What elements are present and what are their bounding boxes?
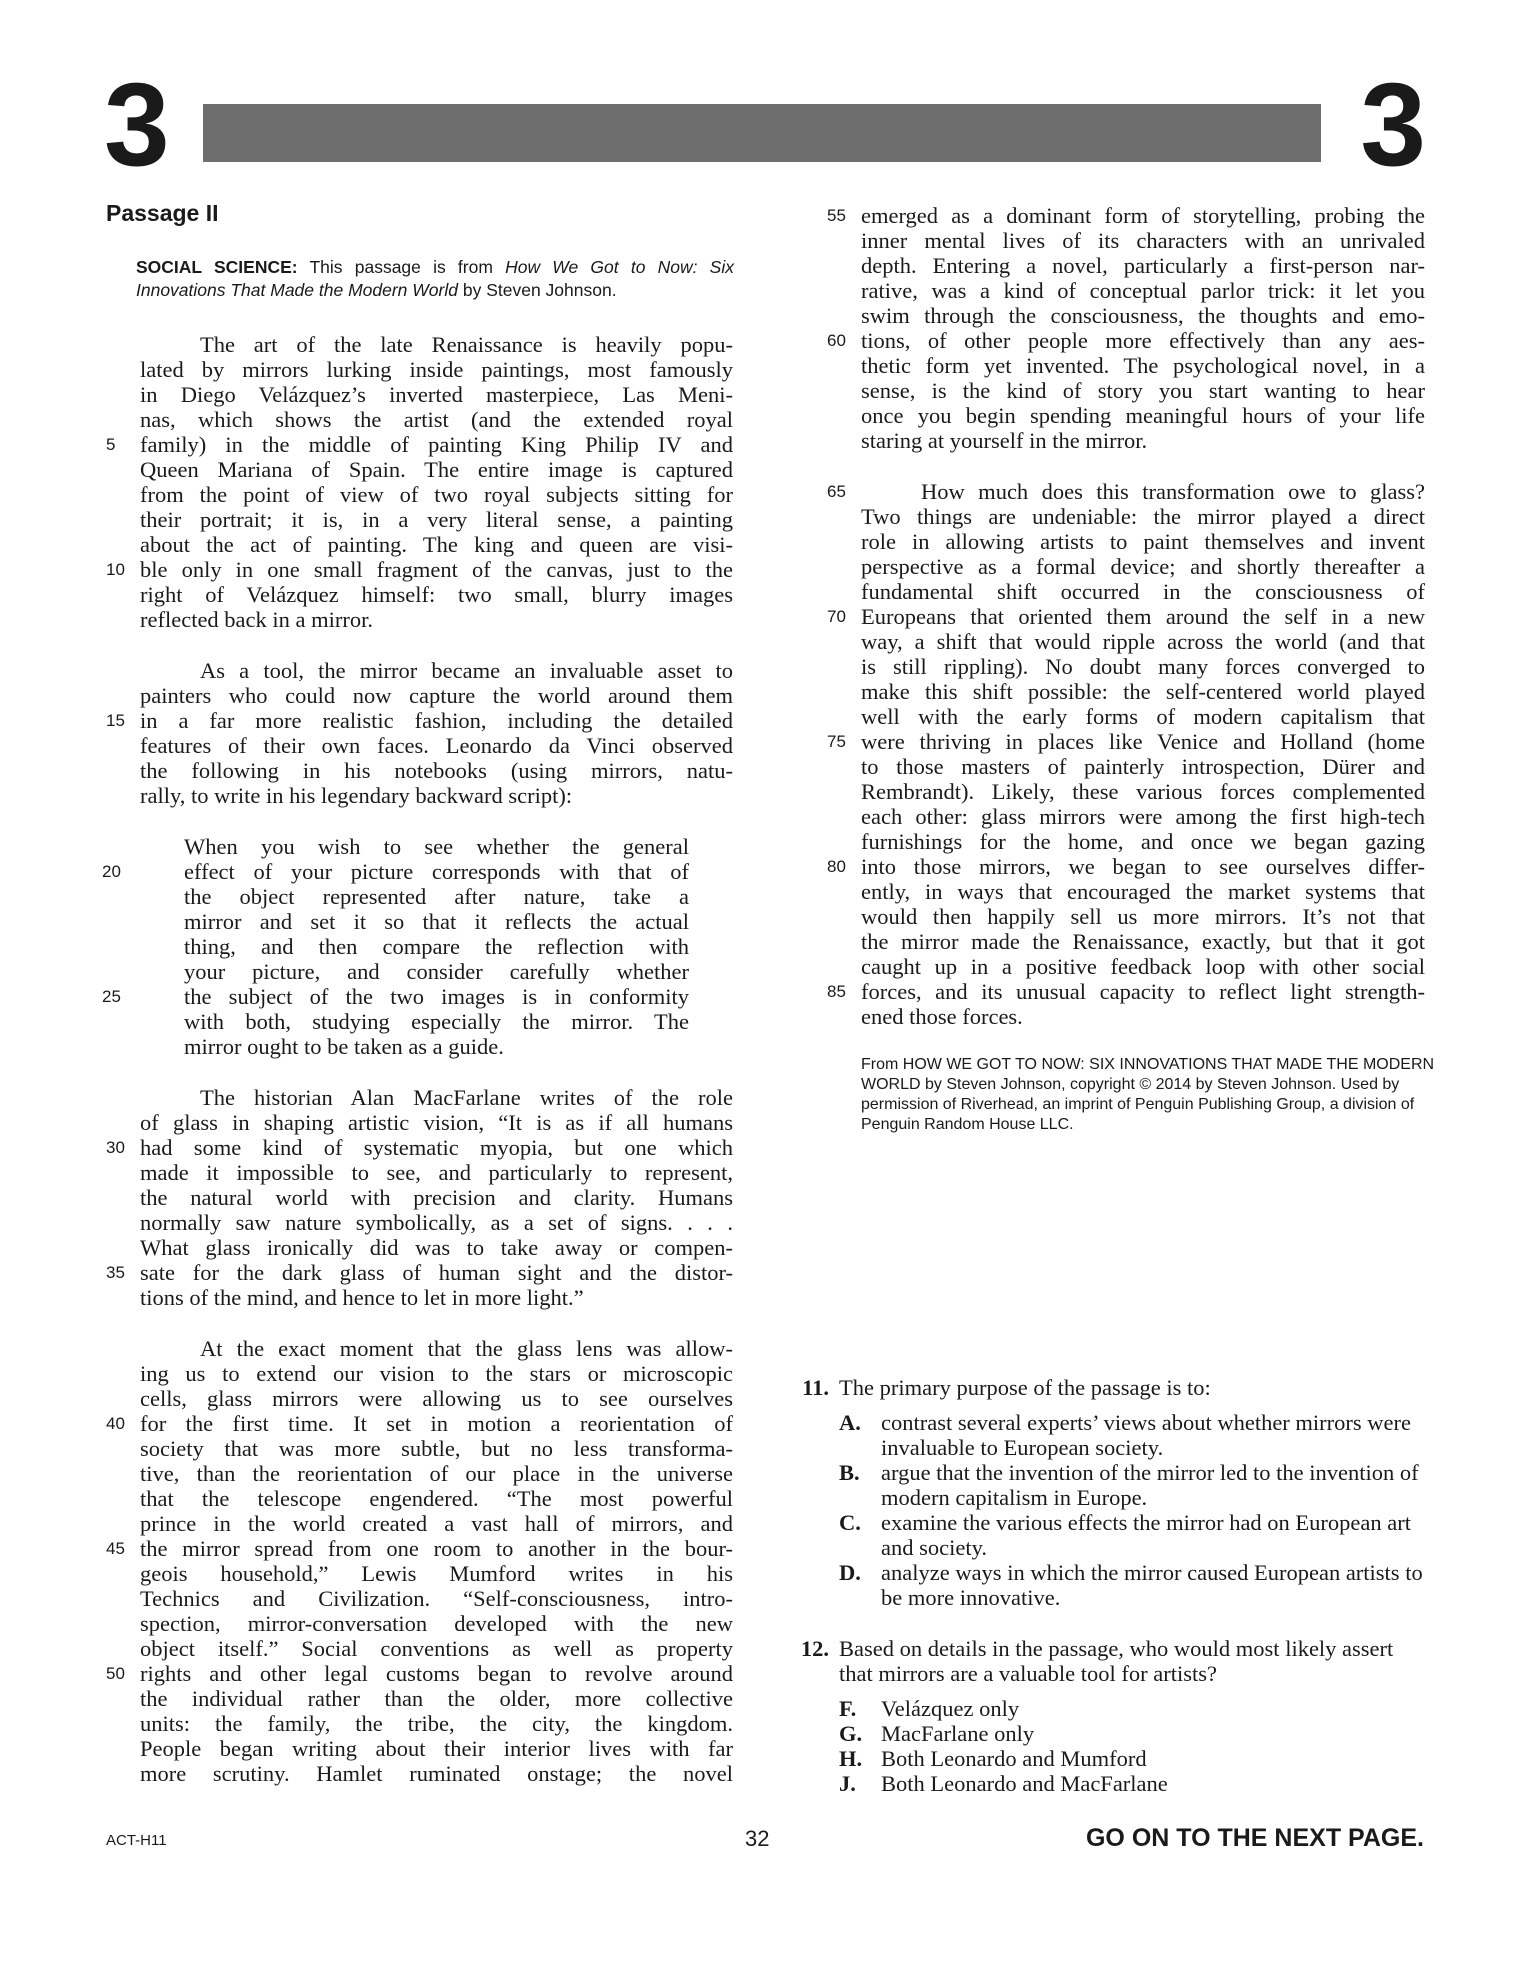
line-text: fundamental shift occurred in the consciousness of: [861, 579, 1425, 604]
line-text: society that was more subtle, but no less transforma-: [140, 1436, 733, 1462]
line-text: to those masters of painterly introspection, Dürer and: [861, 754, 1425, 779]
line-text: made it impossible to see, and particularly to represent,: [140, 1160, 733, 1186]
text-line: [827, 479, 1425, 504]
text-line: [827, 228, 1425, 253]
text-line: [827, 979, 1425, 1004]
line-text: the individual rather than the older, more collective: [140, 1686, 733, 1712]
text-line: [827, 579, 1425, 604]
passage-left-column: [102, 200, 734, 1812]
question-11: [787, 1375, 1427, 1610]
text-line: [106, 1586, 733, 1611]
intro-book-title: How We Got to Now: Six Innovations That Made the Modern World: [136, 256, 734, 300]
question-number: 12.: [800, 1636, 829, 1661]
text-line: [827, 328, 1425, 353]
option-text[interactable]: MacFarlane only: [881, 1721, 1035, 1746]
text-line: [827, 504, 1425, 529]
block-quote: [102, 834, 733, 1060]
option-letter[interactable]: J.: [839, 1771, 856, 1796]
text-line: [106, 1536, 733, 1561]
line-text: mirror ought to be taken as a guide.: [184, 1034, 504, 1060]
text-line: [106, 1736, 733, 1761]
line-text: right of Velázquez himself: two small, blurry images: [140, 582, 733, 608]
text-line: [827, 629, 1425, 654]
line-text: reflected back in a mirror.: [140, 607, 374, 633]
line-number: 60: [827, 331, 846, 350]
line-number: 35: [106, 1263, 125, 1283]
text-line: [106, 708, 733, 733]
question-12: [787, 1636, 1427, 1796]
answer-option[interactable]: [839, 1721, 1427, 1746]
line-text: ing us to extend our vision to the stars or microscopic: [140, 1361, 733, 1387]
line-text: forces, and its unusual capacity to reflect light strength-: [861, 979, 1425, 1004]
paragraph: [106, 658, 733, 808]
line-text: nas, which shows the artist (and the extended royal: [140, 407, 733, 433]
option-text[interactable]: argue that the invention of the mirror led to the invention of modern capitalism in Europe.: [881, 1460, 1419, 1510]
line-text: features of their own faces. Leonardo da Vinci observed: [140, 733, 733, 759]
option-text[interactable]: contrast several experts’ views about whether mirrors were invaluable to European society.: [881, 1410, 1412, 1460]
line-text: Two things are undeniable: the mirror played a direct: [861, 504, 1425, 529]
source-note: From HOW WE GOT TO NOW: SIX INNOVATIONS THAT MADE THE MODERN WORLD by Steven Johnson, copyright © 2014 by Steven Johnson. Used by permission of Riverhead, an imprint of Penguin Publishing Group, a division of Penguin Random House LLC.: [861, 1056, 1435, 1133]
text-line: [106, 733, 733, 758]
text-line: [827, 704, 1425, 729]
text-line: [106, 909, 689, 934]
option-text[interactable]: analyze ways in which the mirror caused European artists to be more innovative.: [881, 1560, 1423, 1610]
text-line: [827, 729, 1425, 754]
intro-genre: SOCIAL SCIENCE:: [136, 256, 298, 277]
text-line: [106, 1661, 733, 1686]
line-number: 80: [827, 857, 846, 876]
text-line: [827, 353, 1425, 378]
line-number: 45: [106, 1539, 125, 1559]
line-text: Technics and Civilization. “Self-consciousness, intro-: [140, 1586, 733, 1612]
line-text: effect of your picture corresponds with that of: [184, 859, 689, 885]
text-line: [106, 1285, 733, 1310]
option-letter[interactable]: C.: [839, 1510, 861, 1535]
paragraph: [106, 332, 733, 632]
option-text[interactable]: examine the various effects the mirror had on European art and society.: [881, 1510, 1412, 1560]
question-stem: [787, 1636, 1427, 1686]
passage-intro: [136, 256, 734, 303]
text-line: [106, 783, 733, 808]
footer-page-number: 32: [745, 1826, 770, 1851]
text-line: [827, 554, 1425, 579]
text-line: [106, 507, 733, 532]
line-text: for the first time. It set in motion a reorientation of: [140, 1411, 733, 1437]
line-text: is still rippling). No doubt many forces converged to: [861, 654, 1425, 679]
text-line: [106, 1085, 733, 1110]
line-text: Queen Mariana of Spain. The entire image is captured: [140, 457, 733, 483]
question-stem: [787, 1375, 1427, 1400]
line-text: units: the family, the tribe, the city, the kingdom.: [140, 1711, 733, 1737]
text-line: [106, 1486, 733, 1511]
text-line: [827, 1004, 1425, 1029]
text-line: [106, 758, 733, 783]
line-number: 20: [102, 862, 121, 882]
text-line: [106, 683, 733, 708]
line-text: thetic form yet invented. The psychological novel, in a: [861, 353, 1425, 378]
text-line: [106, 1711, 733, 1736]
answer-option[interactable]: [839, 1696, 1427, 1721]
text-line: [827, 428, 1425, 453]
answer-option[interactable]: [839, 1410, 1427, 1460]
text-line: [827, 929, 1425, 954]
option-letter[interactable]: B.: [839, 1460, 860, 1485]
line-text: the object represented after nature, take a: [184, 884, 689, 910]
line-text: the mirror made the Renaissance, exactly, but that it got: [861, 929, 1425, 954]
line-text: had some kind of systematic myopia, but one which: [140, 1135, 733, 1161]
line-text: normally saw nature symbolically, as a set of signs. . . .: [140, 1210, 733, 1236]
line-text: lated by mirrors lurking inside paintings, most famously: [140, 357, 733, 383]
passage-label: Passage II: [106, 200, 219, 226]
intro-pre: This passage is from: [297, 256, 506, 277]
text-line: [106, 432, 733, 457]
line-number: 75: [827, 732, 846, 751]
question-text: Based on details in the passage, who would most likely assert that mirrors are a valuable tool for artists?: [839, 1636, 1394, 1686]
text-line: [827, 904, 1425, 929]
intro-post: by Steven Johnson.: [457, 279, 617, 300]
text-line: [827, 403, 1425, 428]
text-line: [106, 1185, 733, 1210]
text-line: [106, 1636, 733, 1661]
line-text: As a tool, the mirror became an invaluable asset to: [200, 658, 733, 684]
answer-option[interactable]: [839, 1560, 1427, 1610]
line-text: your picture, and consider carefully whether: [184, 959, 689, 985]
option-letter[interactable]: G.: [839, 1721, 863, 1746]
line-text: Europeans that oriented them around the self in a new: [861, 604, 1425, 629]
line-text: from the point of view of two royal subjects sitting for: [140, 482, 733, 508]
line-text: rally, to write in his legendary backward script):: [140, 783, 573, 809]
line-text: once you begin spending meaningful hours of your life: [861, 403, 1425, 428]
line-text: that the telescope engendered. “The most powerful: [140, 1486, 733, 1512]
text-line: [106, 582, 733, 607]
paragraph: [827, 479, 1425, 1029]
text-line: [106, 1260, 733, 1285]
text-line: [106, 1761, 733, 1786]
text-line: [827, 879, 1425, 904]
line-text: geois household,” Lewis Mumford writes in his: [140, 1561, 733, 1587]
line-text: into those mirrors, we began to see ourselves differ-: [861, 854, 1425, 879]
line-number: 65: [827, 482, 846, 501]
text-line: [106, 482, 733, 507]
line-text: rative, was a kind of conceptual parlor trick: it let you: [861, 278, 1425, 303]
paragraph: [827, 203, 1425, 453]
line-number: 10: [106, 560, 125, 580]
text-line: [827, 754, 1425, 779]
line-text: At the exact moment that the glass lens was allow-: [200, 1336, 733, 1362]
text-line: [106, 1411, 733, 1436]
line-text: the natural world with precision and clarity. Humans: [140, 1185, 733, 1211]
text-line: [106, 607, 733, 632]
text-line: [102, 859, 689, 885]
text-line: [106, 1235, 733, 1260]
line-text: Rembrandt). Likely, these various forces complemented: [861, 779, 1425, 804]
text-line: [106, 1436, 733, 1461]
line-text: more scrutiny. Hamlet ruminated onstage; the novel: [140, 1761, 733, 1787]
line-text: make this shift possible: the self-centered world played: [861, 679, 1425, 704]
line-number: 5: [106, 435, 116, 455]
questions-block: [787, 1375, 1427, 1822]
line-number: 25: [102, 987, 121, 1007]
footer-test-code: ACT-H11: [106, 1832, 167, 1849]
option-text[interactable]: Both Leonardo and Mumford: [881, 1746, 1147, 1771]
text-line: [106, 1135, 733, 1160]
line-text: depth. Entering a novel, particularly a first-person nar-: [861, 253, 1425, 278]
text-line: [827, 954, 1425, 979]
passage-right-column: [827, 203, 1435, 1135]
line-number: 50: [106, 1664, 125, 1684]
answer-option[interactable]: [839, 1510, 1427, 1560]
answer-option[interactable]: [839, 1746, 1427, 1771]
line-text: rights and other legal customs began to revolve around: [140, 1661, 733, 1687]
line-text: their portrait; it is, in a very literal sense, a painting: [140, 507, 733, 533]
line-text: role in allowing artists to paint themselves and invent: [861, 529, 1425, 554]
text-line: [106, 834, 689, 859]
text-line: [106, 532, 733, 557]
text-line: [827, 679, 1425, 704]
line-text: ened those forces.: [861, 1004, 1023, 1029]
line-number: 40: [106, 1414, 125, 1434]
text-line: [106, 1110, 733, 1135]
line-text: staring at yourself in the mirror.: [861, 428, 1148, 453]
line-text: emerged as a dominant form of storytelling, probing the: [861, 203, 1425, 228]
line-text: in a far more realistic fashion, including the detailed: [140, 708, 733, 734]
text-line: [106, 382, 733, 407]
line-number: 30: [106, 1138, 125, 1158]
text-line: [827, 278, 1425, 303]
text-line: [827, 253, 1425, 278]
text-line: [827, 303, 1425, 328]
line-text: inner mental lives of its characters with an unrivaled: [861, 228, 1425, 253]
answer-option[interactable]: [839, 1771, 1427, 1796]
text-line: [106, 407, 733, 432]
line-number: 55: [827, 206, 846, 225]
line-text: ently, in ways that encouraged the market systems that: [861, 879, 1425, 904]
option-text[interactable]: Both Leonardo and MacFarlane: [881, 1771, 1168, 1796]
line-number: 15: [106, 711, 125, 731]
text-line: [827, 829, 1425, 854]
line-text: each other: glass mirrors were among the first high-tech: [861, 804, 1425, 829]
option-letter[interactable]: A.: [839, 1410, 861, 1435]
line-text: spection, mirror-conversation developed with the new: [140, 1611, 733, 1637]
line-text: way, a shift that would ripple across the world (and that: [861, 629, 1425, 654]
line-text: caught up in a positive feedback loop with other social: [861, 954, 1425, 979]
line-number: 70: [827, 607, 846, 626]
line-text: The art of the late Renaissance is heavily popu-: [200, 332, 733, 358]
text-line: [827, 203, 1425, 228]
text-line: [106, 1336, 733, 1361]
line-text: How much does this transformation owe to glass?: [921, 479, 1425, 504]
line-text: tions, of other people more effectively than any aes-: [861, 328, 1425, 353]
line-text: The historian Alan MacFarlane writes of the role: [200, 1085, 733, 1111]
line-text: well with the early forms of modern capitalism that: [861, 704, 1425, 729]
line-text: sate for the dark glass of human sight and the distor-: [140, 1260, 733, 1286]
text-line: [106, 1511, 733, 1536]
section-number-right: 3: [1360, 59, 1426, 191]
line-text: sense, is the kind of story you start wanting to hear: [861, 378, 1425, 403]
line-text: family) in the middle of painting King Philip IV and: [140, 432, 733, 458]
paragraph: [106, 1336, 733, 1786]
line-text: prince in the world created a vast hall of mirrors, and: [140, 1511, 733, 1537]
text-line: [106, 1611, 733, 1636]
line-text: perspective as a formal device; and shortly thereafter a: [861, 554, 1425, 579]
text-line: [106, 332, 733, 357]
line-text: the following in his notebooks (using mirrors, natu-: [140, 758, 733, 784]
line-text: the subject of the two images is in conformity: [184, 984, 689, 1010]
line-text: cells, glass mirrors were allowing us to see ourselves: [140, 1386, 733, 1412]
line-text: What glass ironically did was to take away or compen-: [140, 1235, 733, 1261]
line-text: People began writing about their interior lives with far: [140, 1736, 733, 1762]
text-line: [106, 1009, 689, 1034]
text-line: [106, 1561, 733, 1586]
line-text: object itself.” Social conventions as well as property: [140, 1636, 733, 1662]
line-text: were thriving in places like Venice and Holland (home: [861, 729, 1425, 754]
line-text: furnishings for the home, and once we began gazing: [861, 829, 1425, 854]
text-line: [106, 1361, 733, 1386]
question-number: 11.: [802, 1375, 829, 1400]
text-line: [827, 854, 1425, 879]
option-letter[interactable]: F.: [839, 1696, 857, 1721]
text-line: [106, 557, 733, 582]
text-line: [106, 1686, 733, 1711]
line-text: When you wish to see whether the general: [184, 834, 689, 860]
text-line: [827, 804, 1425, 829]
spacer: [787, 1686, 1427, 1696]
line-text: mirror and set it so that it reflects the actual: [184, 909, 689, 935]
text-line: [106, 1210, 733, 1235]
line-text: swim through the consciousness, the thoughts and emo-: [861, 303, 1425, 328]
passage-right-body: [827, 203, 1425, 1029]
spacer: [787, 1400, 1427, 1410]
text-line: [106, 934, 689, 959]
text-line: [106, 959, 689, 984]
line-text: tive, than the reorientation of our place in the universe: [140, 1461, 733, 1487]
line-text: about the act of painting. The king and queen are visi-: [140, 532, 733, 558]
line-text: in Diego Velázquez’s inverted masterpiece, Las Meni-: [140, 382, 733, 408]
text-line: [827, 654, 1425, 679]
text-line: [827, 604, 1425, 629]
paragraph: [106, 1085, 733, 1310]
answer-option[interactable]: [839, 1460, 1427, 1510]
text-line: [102, 984, 689, 1010]
text-line: [106, 457, 733, 482]
line-text: ble only in one small fragment of the canvas, just to the: [140, 557, 733, 583]
line-text: of glass in shaping artistic vision, “It is as if all humans: [140, 1110, 733, 1136]
line-text: the mirror spread from one room to another in the bour-: [140, 1536, 733, 1562]
line-text: with both, studying especially the mirror. The: [184, 1009, 689, 1035]
text-line: [106, 658, 733, 683]
line-text: painters who could now capture the world around them: [140, 683, 733, 709]
text-line: [106, 1386, 733, 1411]
text-line: [827, 529, 1425, 554]
text-line: [827, 779, 1425, 804]
text-line: [106, 884, 689, 909]
line-text: tions of the mind, and hence to let in more light.”: [140, 1285, 584, 1311]
text-line: [106, 1034, 689, 1059]
option-text[interactable]: Velázquez only: [881, 1696, 1020, 1721]
passage-left-body: [102, 332, 733, 1787]
text-line: [106, 1461, 733, 1486]
option-letter[interactable]: D.: [839, 1560, 861, 1585]
line-number: 85: [827, 982, 846, 1001]
section-header-bar: [203, 104, 1321, 162]
line-text: thing, and then compare the reflection with: [184, 934, 689, 960]
option-letter[interactable]: H.: [839, 1746, 863, 1771]
question-text: The primary purpose of the passage is to:: [839, 1375, 1211, 1400]
text-line: [106, 357, 733, 382]
line-text: would then happily sell us more mirrors. It’s not that: [861, 904, 1425, 929]
section-number-left: 3: [104, 59, 170, 191]
text-line: [827, 378, 1425, 403]
footer-next-page: GO ON TO THE NEXT PAGE.: [1085, 1824, 1424, 1852]
text-line: [106, 1160, 733, 1185]
